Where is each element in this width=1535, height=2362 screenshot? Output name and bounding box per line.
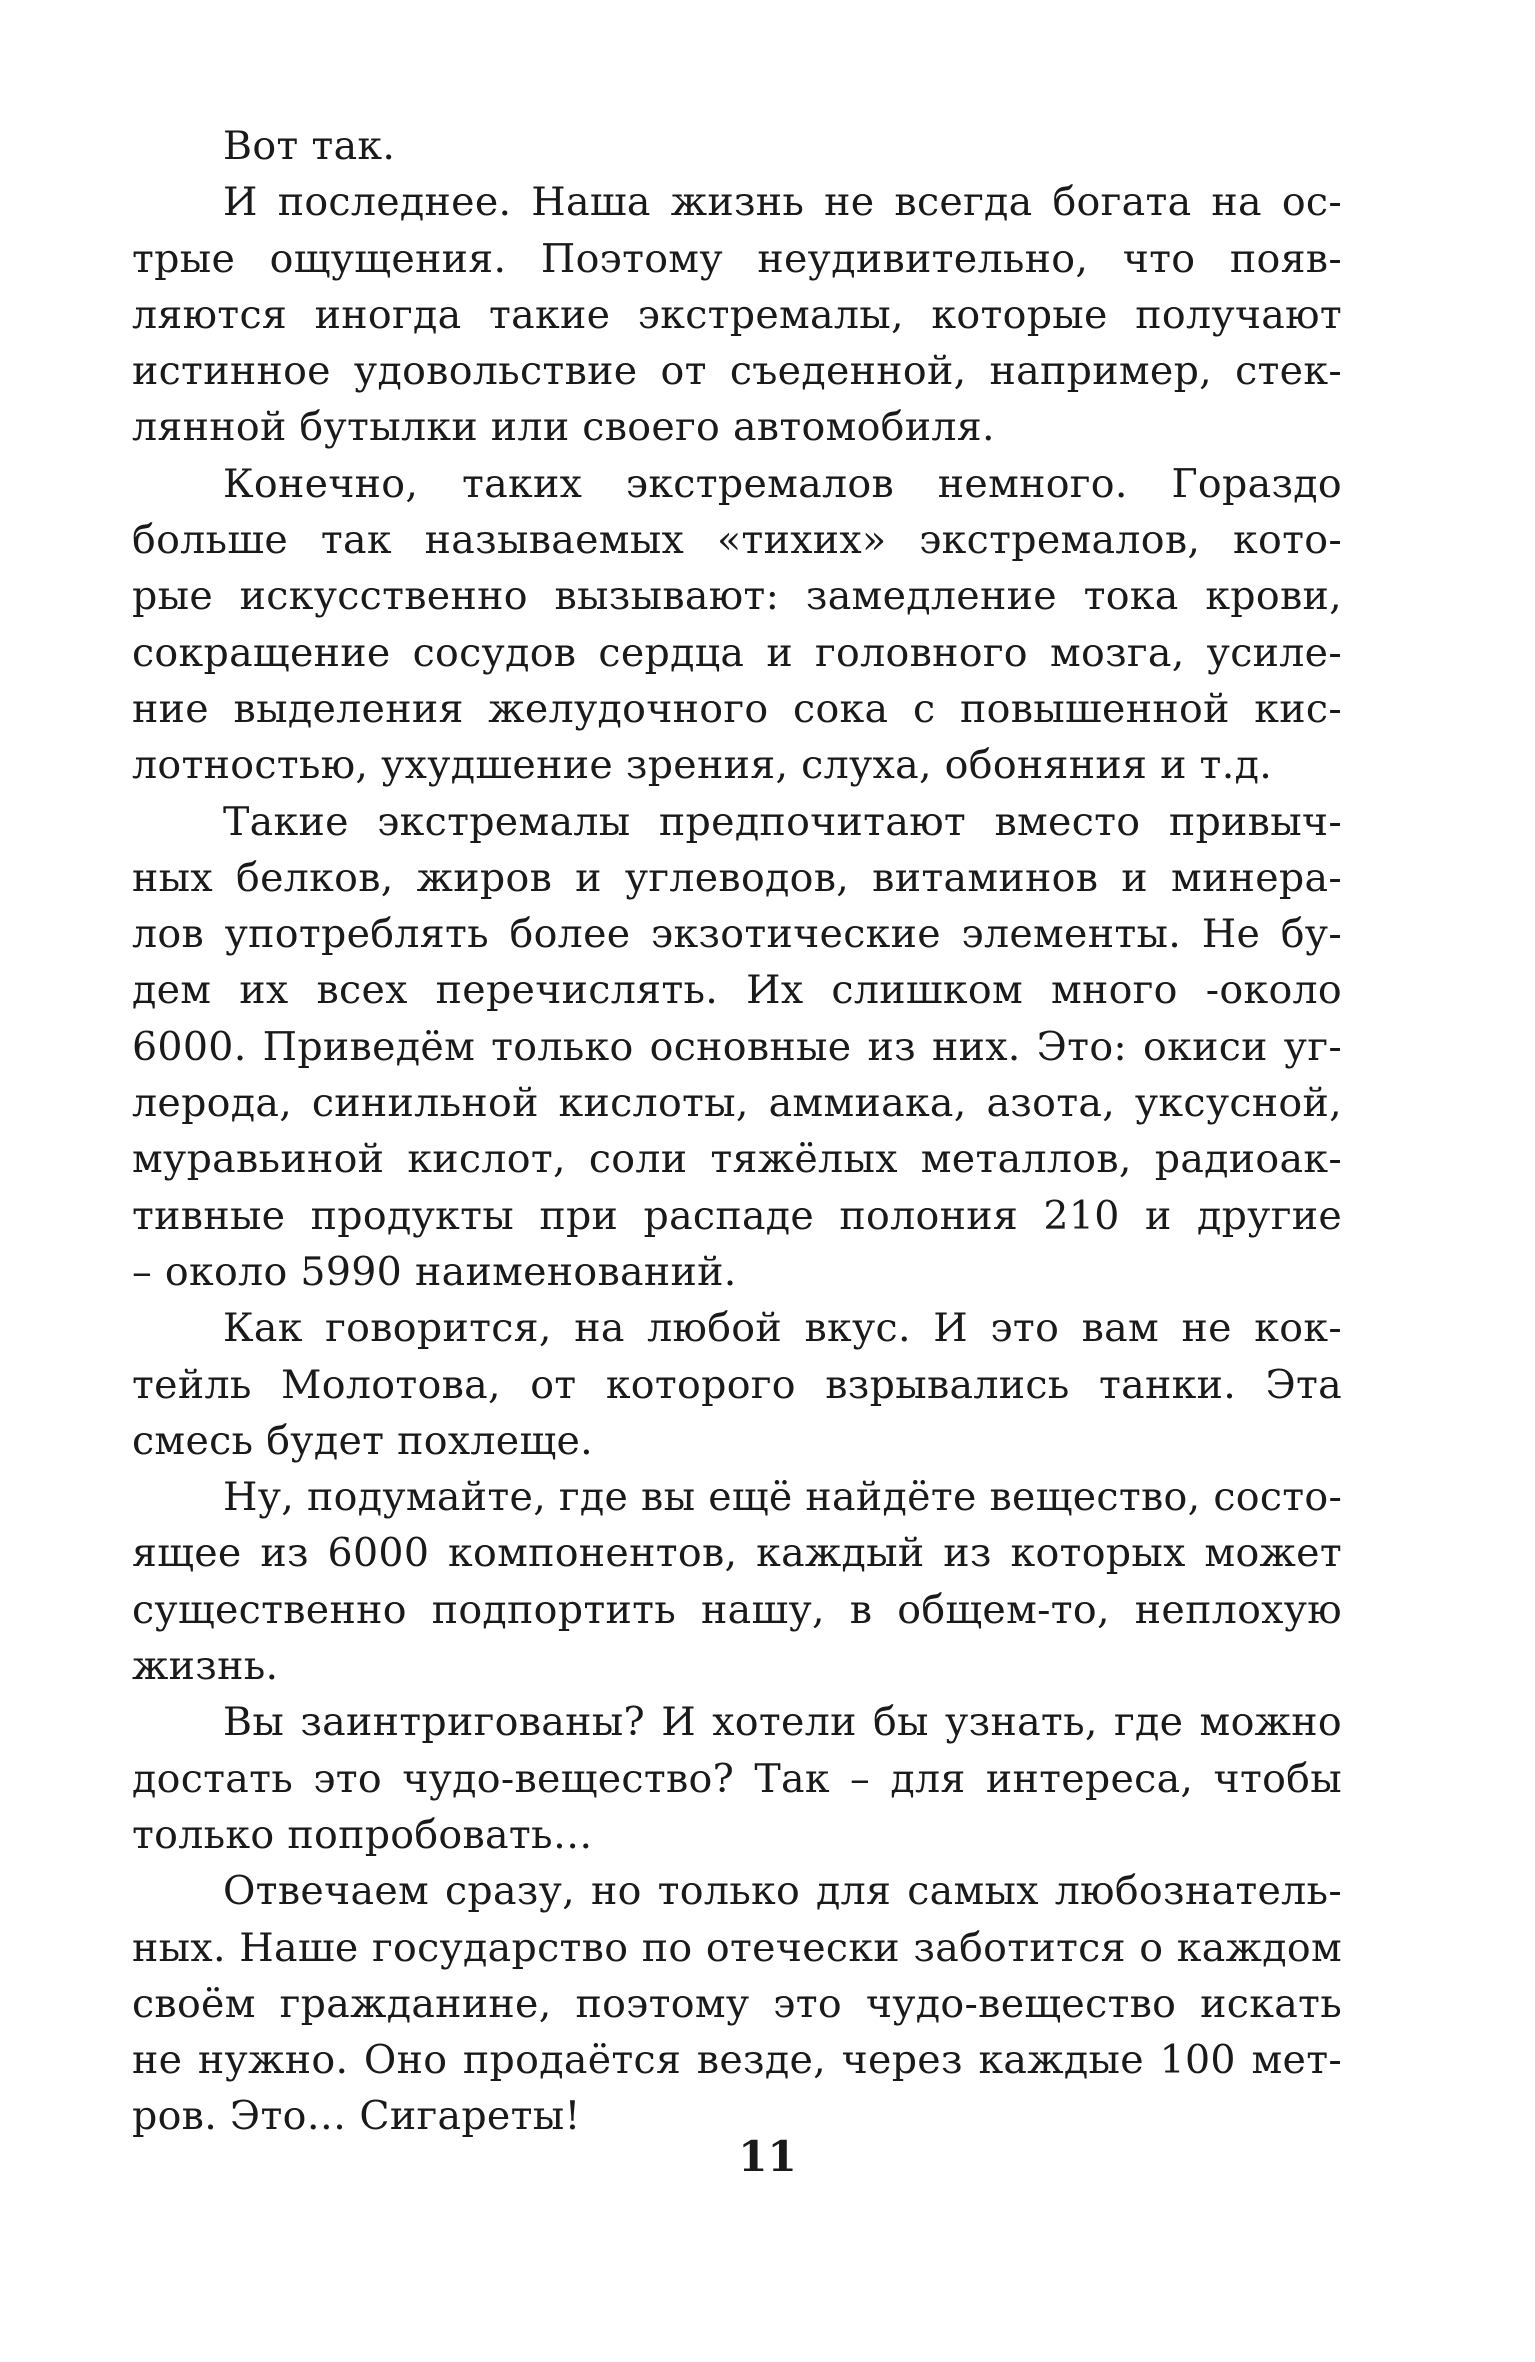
text-line: лянной бутылки или своего автомобиля. [132, 404, 995, 451]
text-line: 6000. Приведём только основные из них. Это: окиси уг- [132, 1023, 1342, 1070]
text-line: сокращение сосудов сердца и головного мозга, усиле- [132, 629, 1342, 676]
text-line: лотностью, ухудшение зрения, слуха, обоняния и т.д. [132, 742, 1273, 789]
paragraph-7 [132, 1694, 1342, 1863]
page-number: 11 [738, 2132, 797, 2181]
text-line: ляются иногда такие экстремалы, которые получают [132, 291, 1342, 338]
text-line: ящее из 6000 компонентов, каждый из которых может [132, 1530, 1342, 1577]
text-line: дем их всех перечислять. Их слишком много -около [132, 967, 1342, 1014]
paragraph-2 [132, 174, 1342, 455]
paragraph-5 [132, 1300, 1342, 1469]
text-line: ных белков, жиров и углеводов, витаминов и минера- [132, 854, 1342, 901]
text-line: Такие экстремалы предпочитают вместо привыч- [223, 798, 1342, 845]
text-line: своём гражданине, поэтому это чудо-вещество искать [132, 1980, 1342, 2027]
text-line: только попробовать… [132, 1811, 593, 1858]
text-line: – около 5990 наименований. [132, 1248, 737, 1295]
text-line: истинное удовольствие от съеденной, например, стек- [132, 348, 1342, 395]
paragraph-6 [132, 1469, 1342, 1694]
text-line: больше так называемых «тихих» экстремалов, кото- [132, 517, 1342, 564]
text-line: рые искусственно вызывают: замедление тока крови, [132, 573, 1342, 620]
text-line: Ну, подумайте, где вы ещё найдёте вещество, состо- [223, 1474, 1343, 1521]
paragraph-4 [132, 794, 1342, 1301]
text-line: тивные продукты при распаде полония 210 и другие [132, 1192, 1342, 1239]
paragraph-8 [132, 1863, 1342, 2144]
text-line: И последнее. Наша жизнь не всегда богата на ос- [223, 179, 1342, 226]
text-line: ние выделения желудочного сока с повышенной кис- [132, 685, 1342, 732]
text-line: ных. Наше государство по отечески заботится о каждом [132, 1924, 1342, 1971]
text-line: лов употреблять более экзотические элементы. Не бу- [132, 911, 1342, 958]
text-line: смесь будет похлеще. [132, 1417, 594, 1464]
text-line: лерода, синильной кислоты, аммиака, азота, уксусной, [132, 1080, 1342, 1127]
paragraph-1 [132, 118, 1342, 174]
text-line: Отвечаем сразу, но только для самых любознатель- [223, 1868, 1342, 1915]
text-line: Конечно, таких экстремалов немного. Гораздо [223, 460, 1342, 507]
text-line: тейль Молотова, от которого взрывались танки. Эта [132, 1361, 1342, 1408]
text-line: существенно подпортить нашу, в общем-то, неплохую [132, 1586, 1342, 1633]
text-line: трые ощущения. Поэтому неудивительно, что появ- [132, 235, 1342, 282]
text-line: муравьиной кислот, соли тяжёлых металлов, радиоак- [132, 1136, 1342, 1183]
text-line: жизнь. [132, 1643, 279, 1690]
text-line: Как говорится, на любой вкус. И это вам не кок- [223, 1305, 1342, 1352]
text-line: достать это чудо-вещество? Так – для интереса, чтобы [132, 1755, 1342, 1802]
text-line: Вы заинтригованы? И хотели бы узнать, где можно [223, 1699, 1342, 1746]
page-body [132, 118, 1342, 2145]
paragraph-3 [132, 456, 1342, 794]
text-line: ров. Это… Сигареты! [132, 2093, 581, 2140]
text-line: не нужно. Оно продаётся везде, через каждые 100 мет- [132, 2037, 1342, 2084]
text-line: Вот так. [223, 123, 396, 169]
